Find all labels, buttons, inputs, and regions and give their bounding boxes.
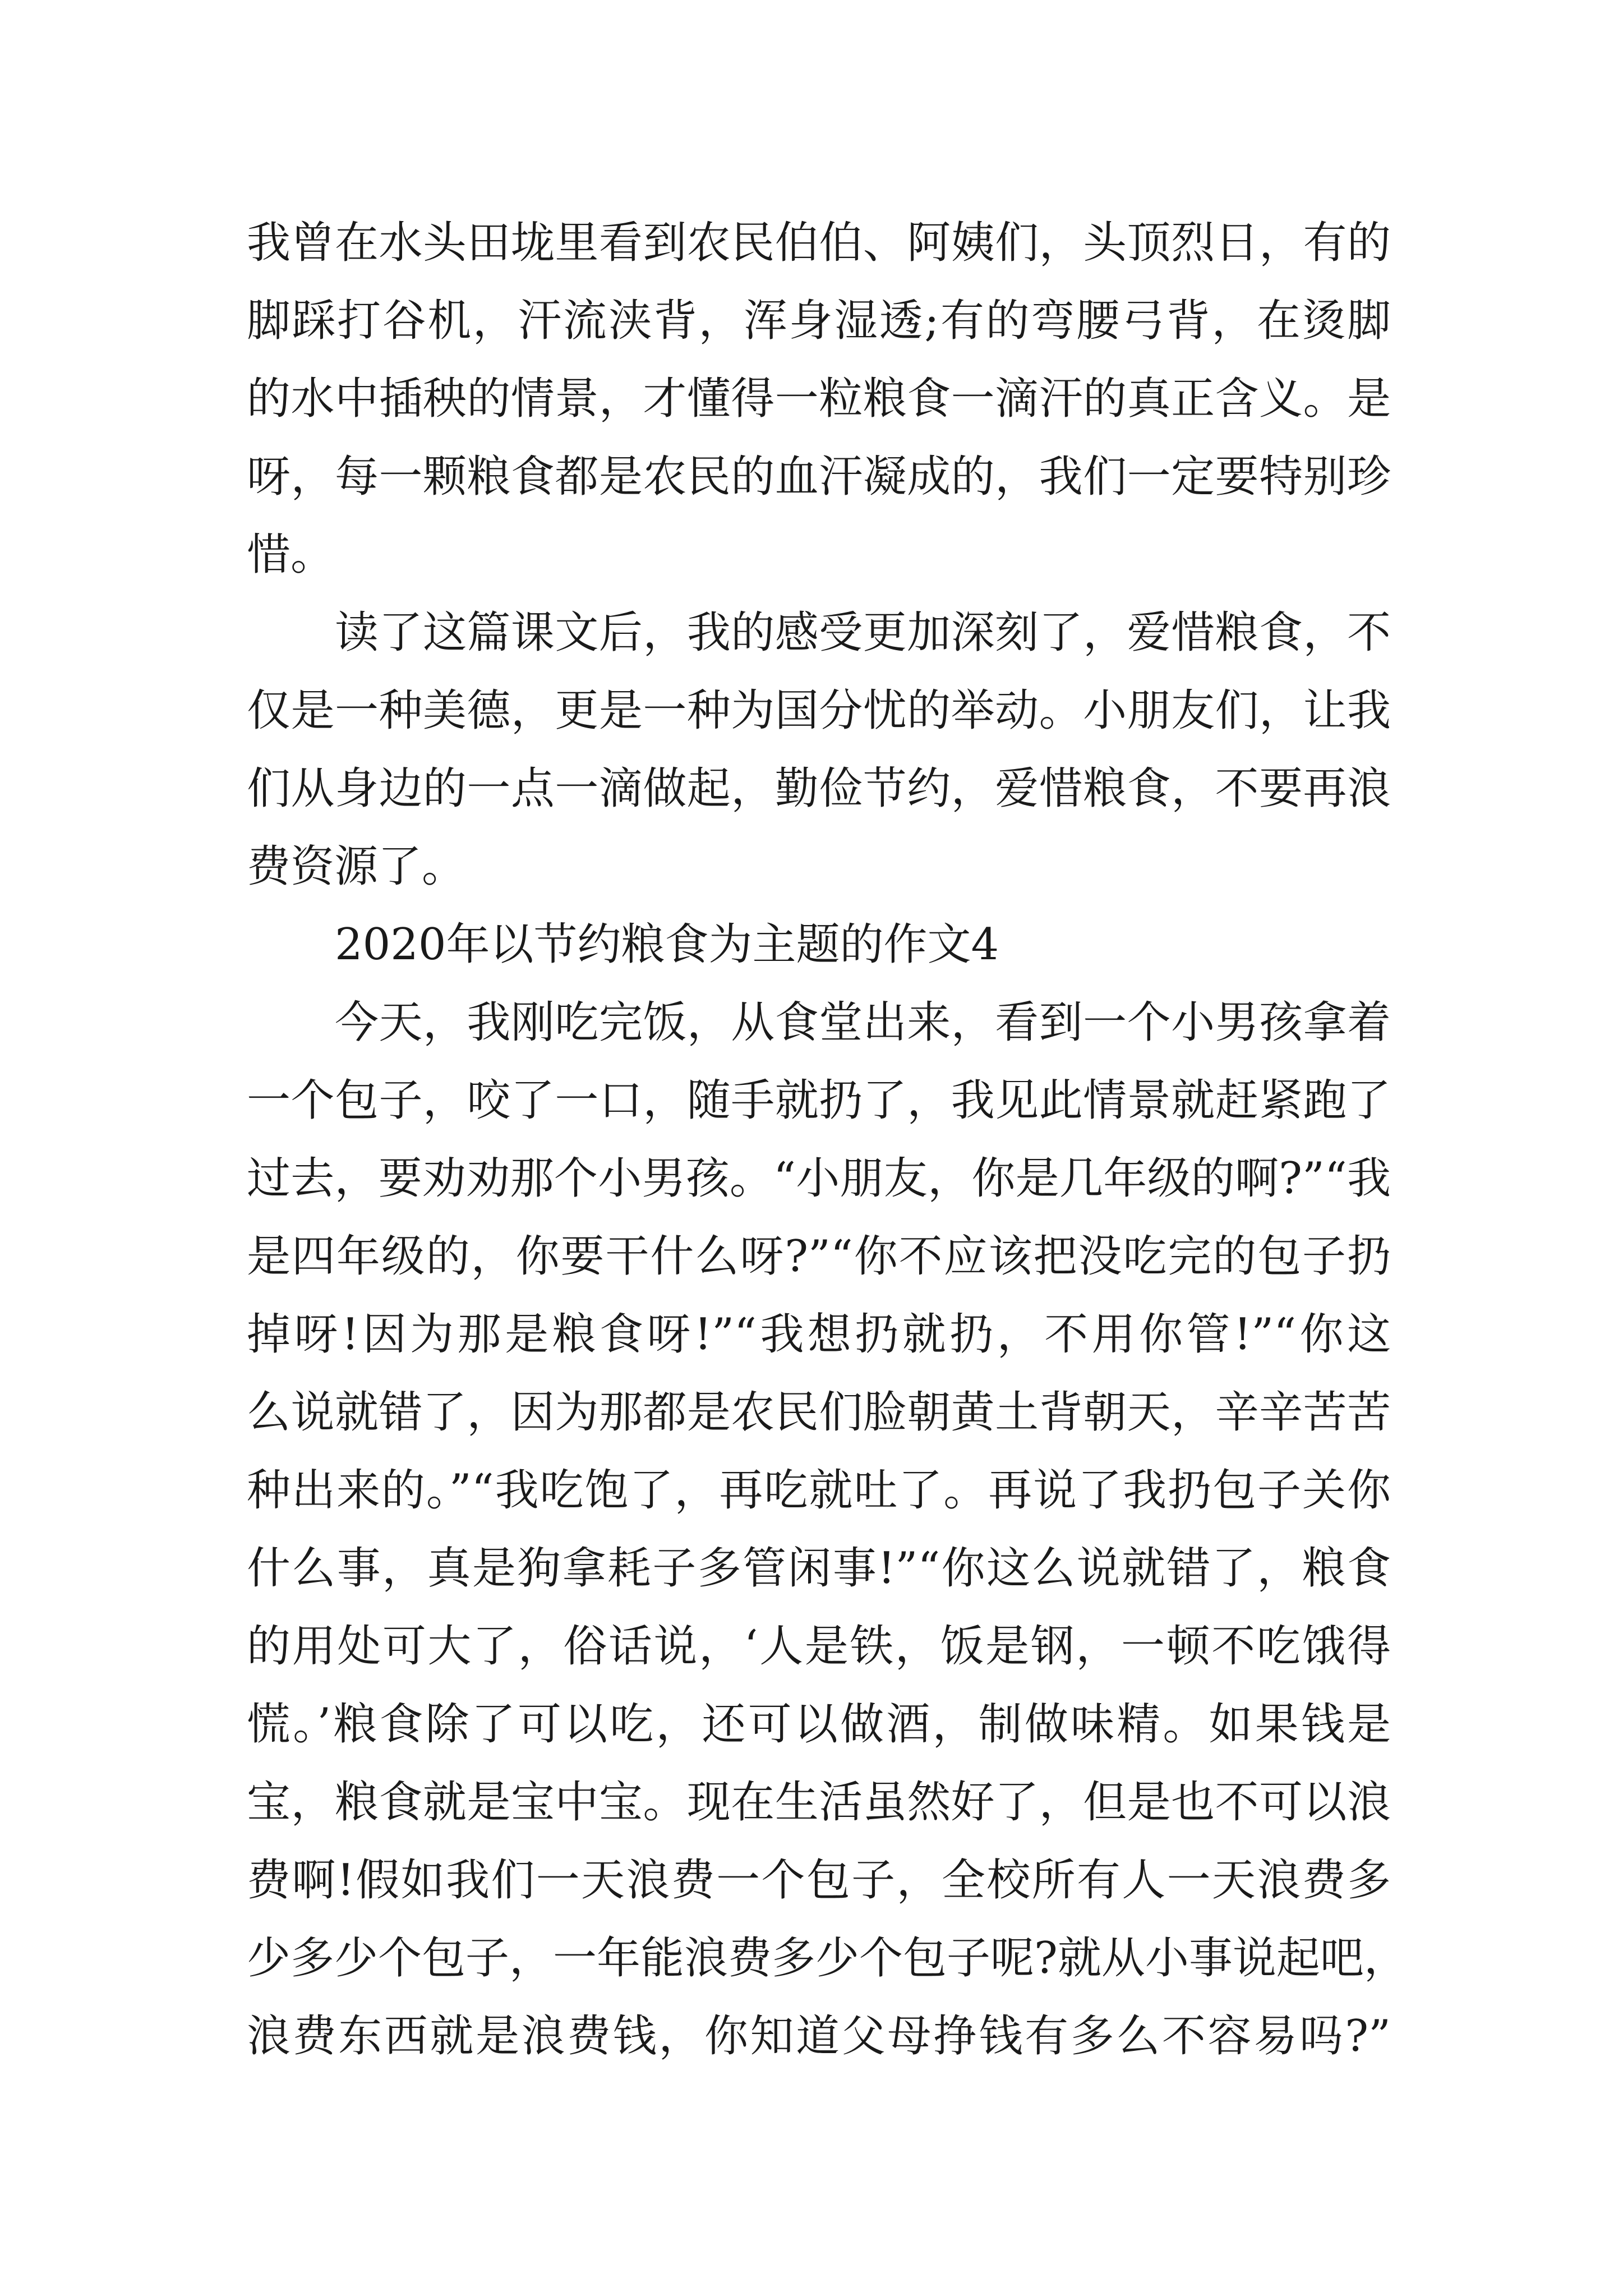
text-line: 掉呀!因为那是粮食呀!”“我想扔就扔，不用你管!”“你这	[247, 1309, 1391, 1360]
text-line: 一个包子，咬了一口，随手就扔了，我见此情景就赶紧跑了	[247, 1075, 1391, 1126]
text-line: 们从身边的一点一滴做起，勤俭节约，爱惜粮食，不要再浪	[247, 763, 1391, 814]
text-line: 呀，每一颗粮食都是农民的血汗凝成的，我们一定要特别珍	[247, 452, 1391, 502]
text-line: 费啊!假如我们一天浪费一个包子，全校所有人一天浪费多	[247, 1855, 1391, 1906]
text-line: 什么事，真是狗拿耗子多管闲事!”“你这么说就错了，粮食	[247, 1543, 1391, 1594]
text-line: 仅是一种美德，更是一种为国分忧的举动。小朋友们，让我	[247, 685, 1391, 736]
text-line: 浪费东西就是浪费钱，你知道父母挣钱有多么不容易吗?”	[247, 2011, 1391, 2062]
text-line: 么说就错了，因为那都是农民们脸朝黄土背朝天，辛辛苦苦	[247, 1387, 1391, 1438]
text-line: 过去，要劝劝那个小男孩。“小朋友，你是几年级的啊?”“我	[247, 1153, 1391, 1204]
text-line: 脚踩打谷机，汗流浃背，浑身湿透;有的弯腰弓背，在烫脚	[247, 296, 1391, 346]
text-line: 少多少个包子，一年能浪费多少个包子呢?就从小事说起吧，	[247, 1933, 1408, 1984]
text-line: 今天，我刚吃完饭，从食堂出来，看到一个小男孩拿着	[335, 997, 1391, 1048]
text-line: 是四年级的，你要干什么呀?”“你不应该把没吃完的包子扔	[247, 1231, 1391, 1282]
text-line: 惜。	[247, 530, 335, 580]
text-line: 读了这篇课文后，我的感受更加深刻了，爱惜粮食，不	[335, 608, 1391, 658]
section-heading: 2020年以节约粮食为主题的作文4	[335, 919, 999, 970]
text-line: 的水中插秧的情景，才懂得一粒粮食一滴汗的真正含义。是	[247, 374, 1391, 424]
text-line: 费资源了。	[247, 841, 466, 892]
text-line: 慌。’粮食除了可以吃，还可以做酒，制做味精。如果钱是	[247, 1699, 1391, 1750]
text-line: 宝，粮食就是宝中宝。现在生活虽然好了，但是也不可以浪	[247, 1777, 1391, 1828]
text-line: 我曾在水头田垅里看到农民伯伯、阿姨们，头顶烈日，有的	[247, 218, 1391, 268]
text-line: 种出来的。”“我吃饱了，再吃就吐了。再说了我扔包子关你	[247, 1465, 1391, 1516]
text-line: 的用处可大了，俗话说，‘人是铁，饭是钢，一顿不吃饿得	[247, 1621, 1391, 1672]
